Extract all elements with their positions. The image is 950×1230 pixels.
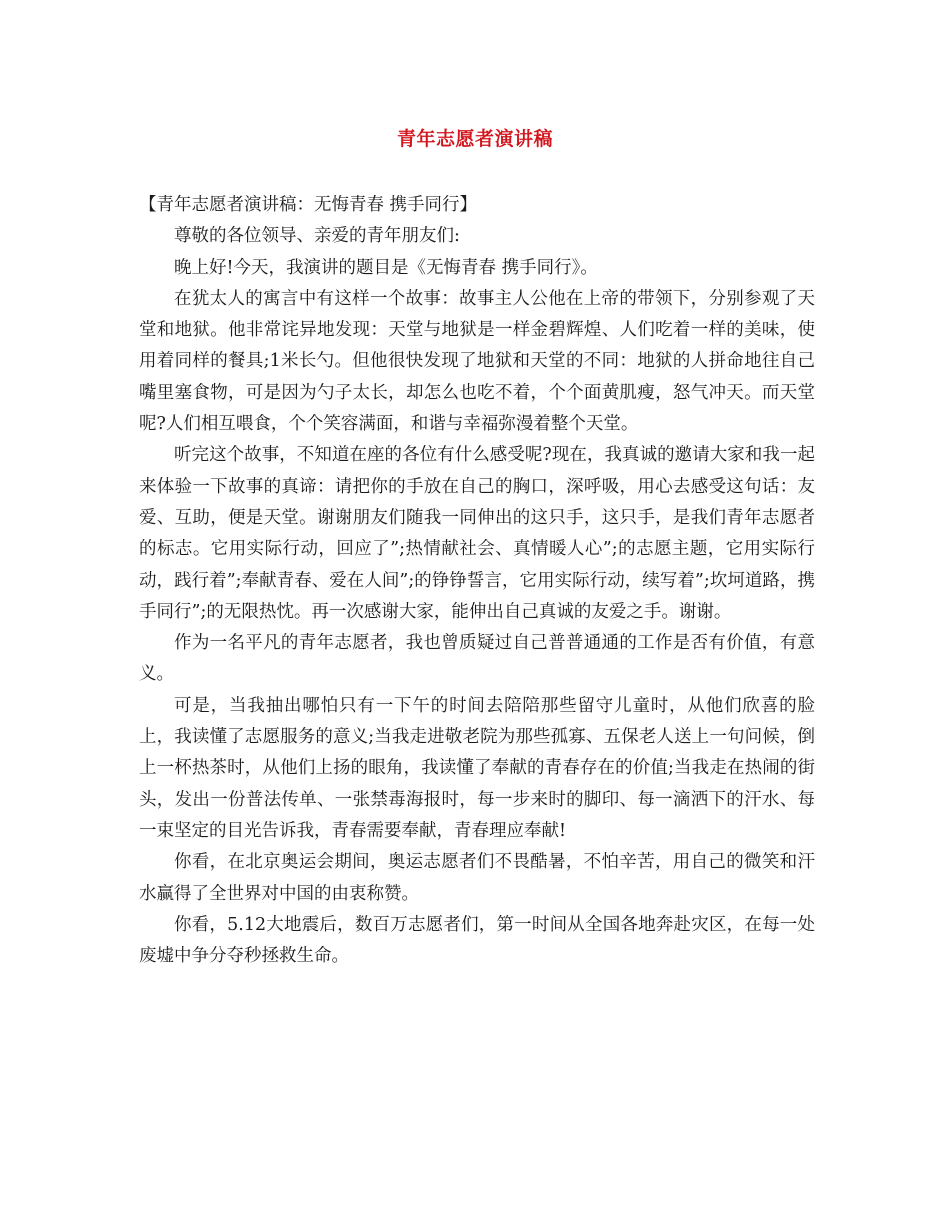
document-subtitle: 【青年志愿者演讲稿：无悔青春 携手同行】 [139, 195, 478, 215]
greeting-paragraph: 晚上好!今天，我演讲的题目是《无悔青春 携手同行》。 [174, 257, 598, 278]
doubt-paragraph: 作为一名平凡的青年志愿者，我也曾质疑过自己普普通通的工作是否有价值，有意义。 [139, 633, 815, 685]
experience-paragraph: 可是，当我抽出哪怕只有一下午的时间去陪陪那些留守儿童时，从他们欣喜的脸上，我读懂了志愿服务的意义;当我走进敬老院为那些孤寡、五保老人送上一句问候，倒上一杯热茶时，从他们上扬的眼角，我读懂了奉献的青春存在的价值;当我走在热闹的街头，发出一份普法传单、一张禁毒海报时，每一步来时的脚印、每一滴洒下的汗水、每一束坚定的目光告诉我，青春需要奉献，青春理应奉献! [139, 695, 815, 841]
reflection-paragraph: 听完这个故事，不知道在座的各位有什么感受呢?现在，我真诚的邀请大家和我一起来体验一下故事的真谛：请把你的手放在自己的胸口，深呼吸，用心去感受这句话：友爱、互助，便是天堂。谢谢朋友们随我一同伸出的这只手，这只手，是我们青年志愿者的标志。它用实际行动，回应了”;热情献社会、真情暖人心”;的志愿主题，它用实际行动，践行着”;奉献青春、爱在人间”;的铮铮誓言，它用实际行动，续写着”;坎坷道路，携手同行”;的无限热忱。再一次感谢大家，能伸出自己真诚的友爱之手。谢谢。 [139, 445, 815, 622]
document-body [139, 190, 815, 972]
olympics-paragraph: 你看，在北京奥运会期间，奥运志愿者们不畏酷暑，不怕辛苦，用自己的微笑和汗水赢得了全世界对中国的由衷称赞。 [139, 852, 815, 904]
salutation-paragraph: 尊敬的各位领导、亲爱的青年朋友们: [174, 226, 460, 247]
document-title: 青年志愿者演讲稿 [396, 128, 553, 150]
earthquake-paragraph: 你看，5.12大地震后，数百万志愿者们，第一时间从全国各地奔赴灾区，在每一处废墟中争分夺秒拯救生命。 [139, 914, 815, 967]
fable-paragraph: 在犹太人的寓言中有这样一个故事：故事主人公他在上帝的带领下，分别参观了天堂和地狱。他非常诧异地发现：天堂与地狱是一样金碧辉煌、人们吃着一样的美味，使用着同样的餐具;1米长勺。但他很快发现了地狱和天堂的不同：地狱的人拼命地往自己嘴里塞食物，可是因为勺子太长，却怎么也吃不着，个个面黄肌瘦，怒气冲天。而天堂呢?人们相互喂食，个个笑容满面，和谐与幸福弥漫着整个天堂。 [139, 288, 815, 435]
